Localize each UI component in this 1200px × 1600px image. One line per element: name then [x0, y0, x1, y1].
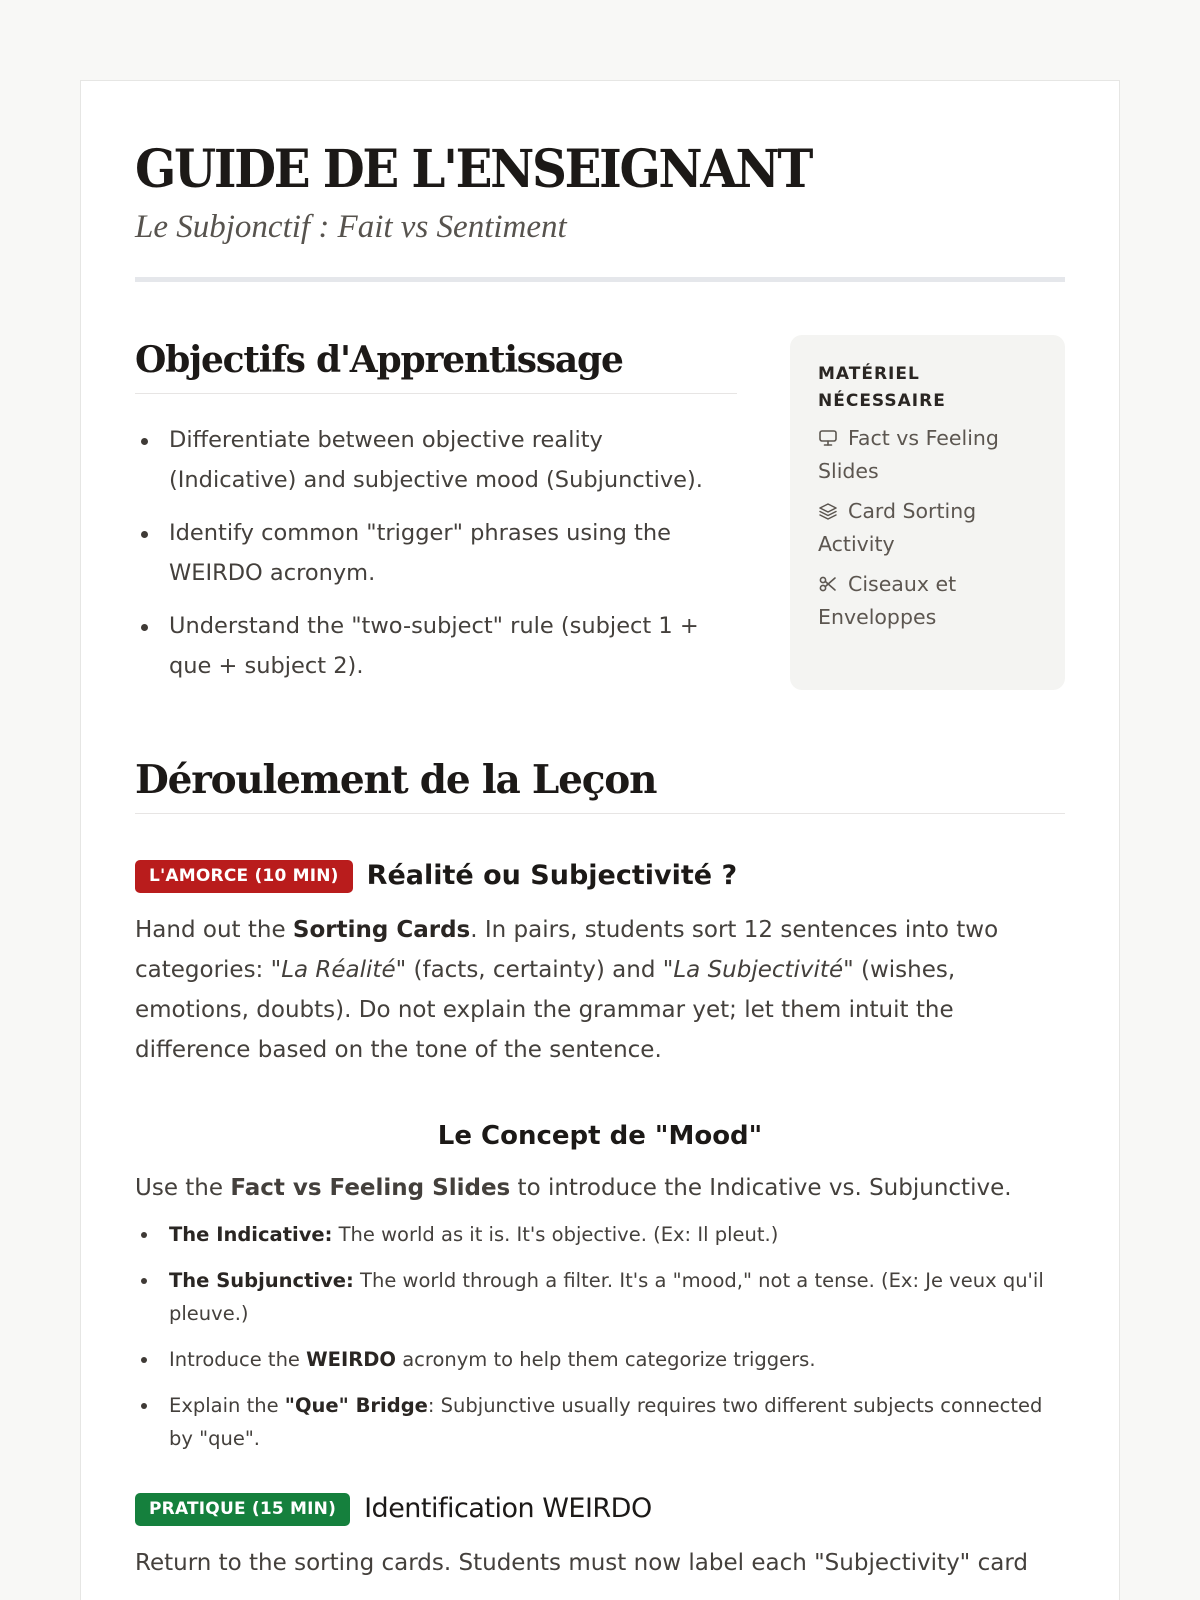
emphasis-slides: Fact vs Feeling Slides	[230, 1175, 511, 1201]
material-item-cards	[818, 495, 1037, 561]
step-hook-body	[135, 910, 1065, 1070]
top-section	[135, 335, 1065, 699]
lesson-heading: Déroulement de la Leçon	[135, 755, 1065, 814]
objectives-heading: Objectifs d'Apprentissage	[135, 335, 737, 394]
materials-heading: MATÉRIEL NÉCESSAIRE	[818, 364, 946, 411]
text: Use the	[135, 1175, 231, 1201]
objective-item: Differentiate between objective reality (Indicative) and subjective mood (Subjunctive).	[135, 420, 737, 500]
point-text: Explain the	[169, 1394, 285, 1417]
objectives-section	[135, 335, 737, 699]
material-label: Ciseaux et Enveloppes	[818, 572, 957, 629]
point-text: Introduce the	[169, 1348, 307, 1371]
material-label: Card Sorting Activity	[818, 499, 977, 556]
concept-point	[135, 1264, 1065, 1330]
materials-box	[790, 335, 1065, 690]
step-title: Identification WEIRDO	[364, 1493, 652, 1524]
point-text: The world as it is. It's objective. (Ex: Il pleut.)	[332, 1223, 779, 1246]
text: (wishes, emotions, doubts). Do not explain the grammar yet; let them intuit the difference based on the tone of the sentence.	[135, 957, 956, 1063]
concept-point	[135, 1343, 1065, 1376]
monitor-icon	[818, 429, 838, 447]
text: Hand out the	[135, 917, 293, 943]
material-item-slides	[818, 422, 1037, 488]
material-item-scissors	[818, 568, 1037, 634]
concept-intro	[135, 1170, 1065, 1206]
text: to introduce the Indicative vs. Subjunctive.	[510, 1175, 1012, 1201]
step-practice-header	[135, 1491, 1065, 1527]
objective-item: Understand the "two-subject" rule (subject 1 + que + subject 2).	[135, 606, 737, 686]
page-title: GUIDE DE L'ENSEIGNANT	[135, 139, 812, 200]
time-badge-hook: L'AMORCE (10 MIN)	[135, 860, 353, 893]
point-text: : Subjunctive usually requires two different subjects connected by "que".	[169, 1394, 1043, 1450]
concept-title: Le Concept de "Mood"	[437, 1121, 763, 1151]
step-practice-body: Return to the sorting cards. Students must now label each "Subjectivity" card	[135, 1550, 1028, 1576]
text: . In pairs, students sort 12 sentences into two categories:	[135, 917, 999, 983]
italic-la-subjectivite: "La Subjectivité"	[662, 957, 854, 983]
scissors-icon	[818, 575, 838, 593]
objectives-list	[135, 420, 737, 686]
time-badge-practice: PRATIQUE (15 MIN)	[135, 1493, 350, 1526]
material-label: Fact vs Feeling Slides	[818, 426, 999, 483]
point-text: The world through a filter. It's a "mood," not a tense. (Ex: Je veux qu'il pleuve.)	[169, 1269, 1044, 1325]
italic-la-realite: "La Réalité"	[270, 957, 407, 983]
emphasis-sorting-cards: Sorting Cards	[292, 917, 471, 943]
point-text: acronym to help them categorize triggers.	[396, 1348, 816, 1371]
page-subtitle: Le Subjonctif : Fait vs Sentiment	[135, 209, 567, 245]
point-label: "Que" Bridge	[284, 1394, 428, 1417]
layers-icon	[818, 502, 838, 520]
point-label: The Subjunctive:	[169, 1269, 354, 1292]
concept-points	[135, 1218, 1065, 1455]
step-title: Réalité ou Subjectivité ?	[366, 860, 738, 891]
concept-point	[135, 1389, 1065, 1455]
step-hook-header	[135, 858, 1065, 894]
lesson-section	[135, 755, 1065, 1583]
objective-item: Identify common "trigger" phrases using the WEIRDO acronym.	[135, 513, 737, 593]
point-label: WEIRDO	[306, 1348, 397, 1371]
concept-point	[135, 1218, 1065, 1251]
header-divider	[135, 277, 1065, 282]
teacher-guide-page	[80, 80, 1120, 1600]
point-label: The Indicative:	[169, 1223, 333, 1246]
text: (facts, certainty) and	[406, 957, 663, 983]
